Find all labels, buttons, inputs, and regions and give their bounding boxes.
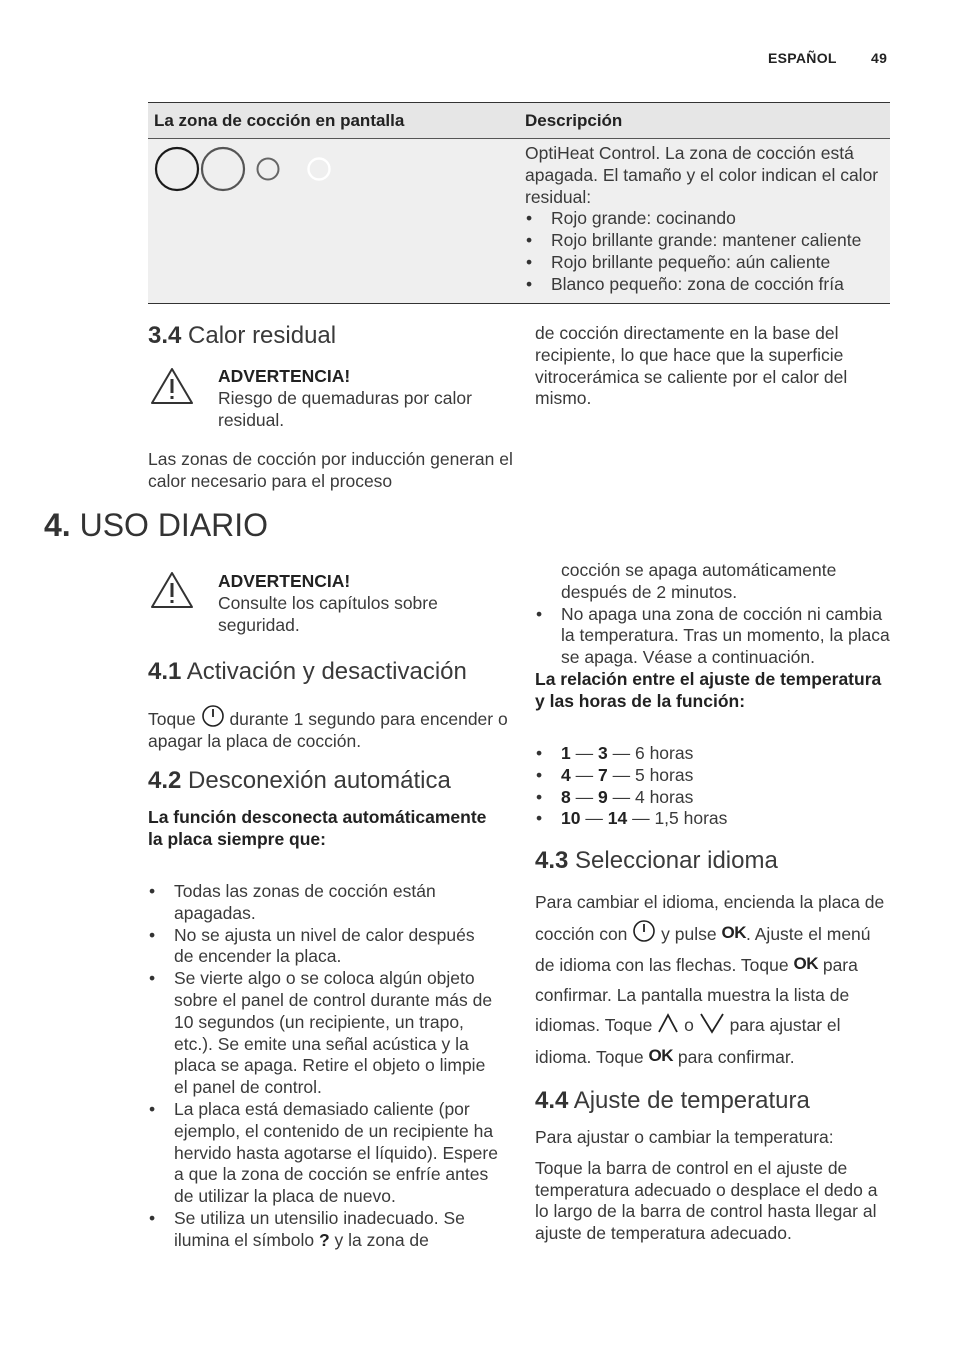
list-item: • 8 — 9 — 4 horas <box>535 787 890 809</box>
list-item: • No apaga una zona de cocción ni cambia la temperatura. Tras un momento, la placa se apaga. Véase a continuación. <box>535 604 890 669</box>
section-3-4-title: 3.4 Calor residual <box>148 322 337 349</box>
header-language: ESPAÑOL <box>768 50 837 66</box>
warning-block <box>218 571 488 636</box>
list-item: • La placa está demasiado caliente (por ejemplo, el contenido de un recipiente ha hervido hasta agotarse el líquido). Espere a que la zona de cocción se enfríe antes de utilizar la placa de nuevo. <box>148 1099 498 1208</box>
chapter-4-title: 4. USO DIARIO <box>44 507 269 543</box>
ok-icon: OK <box>648 1045 674 1065</box>
paragraph: de cocción directamente en la base del recipiente, lo que hace que la superficie vitrocerámica se caliente por el calor del mismo. <box>535 323 848 409</box>
warning-text: Riesgo de quemaduras por calor residual. <box>218 387 472 430</box>
list-item: • Se vierte algo o se coloca algún objeto sobre el panel de control durante más de 10 segundos (un recipiente, un trapo, etc.). Se emite una señal acústica y la placa se apaga. Retire el objeto o limpie el panel de control. <box>148 968 498 1099</box>
residual-heat-table <box>148 102 890 304</box>
list-item: • No se ajusta un nivel de calor después de encender la placa. <box>148 925 498 969</box>
list-item: • 10 — 14 — 1,5 horas <box>535 808 890 830</box>
table-cell-display <box>148 139 519 304</box>
list-item: • 1 — 3 — 6 horas <box>535 743 890 765</box>
power-icon <box>632 919 656 943</box>
paragraph: Para ajustar o cambiar la temperatura: <box>535 1127 834 1147</box>
ok-icon: OK <box>793 954 818 974</box>
optiheat-circles-icon <box>148 139 348 199</box>
table-header-display: La zona de cocción en pantalla <box>148 103 519 139</box>
list-item: • 4 — 7 — 5 horas <box>535 765 890 787</box>
section-4-2-title: 4.2 Desconexión automática <box>148 767 451 794</box>
list-item: • Rojo brillante pequeño: aún caliente <box>525 252 884 274</box>
warning-block <box>218 366 488 431</box>
table-desc-list <box>525 208 884 295</box>
warning-title: ADVERTENCIA! <box>218 366 351 386</box>
paragraph: Toque la barra de control en el ajuste de temperatura adecuado o desplace el dedo a lo largo de la barra de control hasta llegar al ajuste de temperatura adecuado. <box>535 1157 878 1244</box>
list-item: • Blanco pequeño: zona de cocción fría <box>525 274 884 296</box>
section-4-1-title: 4.1 Activación y desactivación <box>148 658 467 685</box>
relation-lead: La relación entre el ajuste de temperatura y las horas de la función: <box>535 668 882 711</box>
table-desc-text: OptiHeat Control. La zona de cocción está apagada. El tamaño y el color indican el calor residual: <box>525 143 879 207</box>
warning-icon <box>150 570 194 610</box>
table-header-description: Descripción <box>519 103 890 139</box>
arrow-down-icon <box>699 1012 725 1034</box>
auto-off-list <box>148 881 498 1252</box>
paragraph: Las zonas de cocción por inducción generan el calor necesario para el proceso <box>148 449 513 491</box>
section-4-3-text: Para cambiar el idioma, encienda la placa de cocción con y pulse OK. Ajuste el menú de idioma con las flechas. Toque OK para confirmar. La pantalla muestra la lista de idiomas. Toque o para ajustar el idioma. Toque OK para confirmar. <box>535 888 890 1072</box>
section-4-1-text: Toque durante 1 segundo para encender o apagar la placa de cocción. <box>148 704 508 753</box>
section-4-4-title: 4.4 Ajuste de temperatura <box>535 1087 810 1114</box>
warning-title: ADVERTENCIA! <box>218 571 351 591</box>
power-icon <box>201 704 225 728</box>
ok-icon: OK <box>721 922 746 942</box>
section-4-2-lead: La función desconecta automáticamente la placa siempre que: <box>148 807 487 849</box>
section-4-3-title: 4.3 Seleccionar idioma <box>535 847 778 874</box>
table-cell-description <box>519 139 890 304</box>
list-item: • Rojo brillante grande: mantener caliente <box>525 230 884 252</box>
relation-list <box>535 743 890 830</box>
arrow-up-icon <box>657 1012 679 1034</box>
page-number: 49 <box>871 50 888 66</box>
list-item: • Rojo grande: cocinando <box>525 208 884 230</box>
warning-text: Consulte los capítulos sobre seguridad. <box>218 592 438 635</box>
question-symbol: ? <box>318 1229 330 1250</box>
auto-off-list-cont <box>535 604 890 669</box>
list-item: • Se utiliza un utensilio inadecuado. Se ilumina el símbolo ? y la zona de <box>148 1208 498 1252</box>
list-item-continuation: cocción se apaga automáticamente después de 2 minutos. <box>561 560 837 602</box>
list-item: • Todas las zonas de cocción están apagadas. <box>148 881 498 925</box>
warning-icon <box>150 366 194 406</box>
